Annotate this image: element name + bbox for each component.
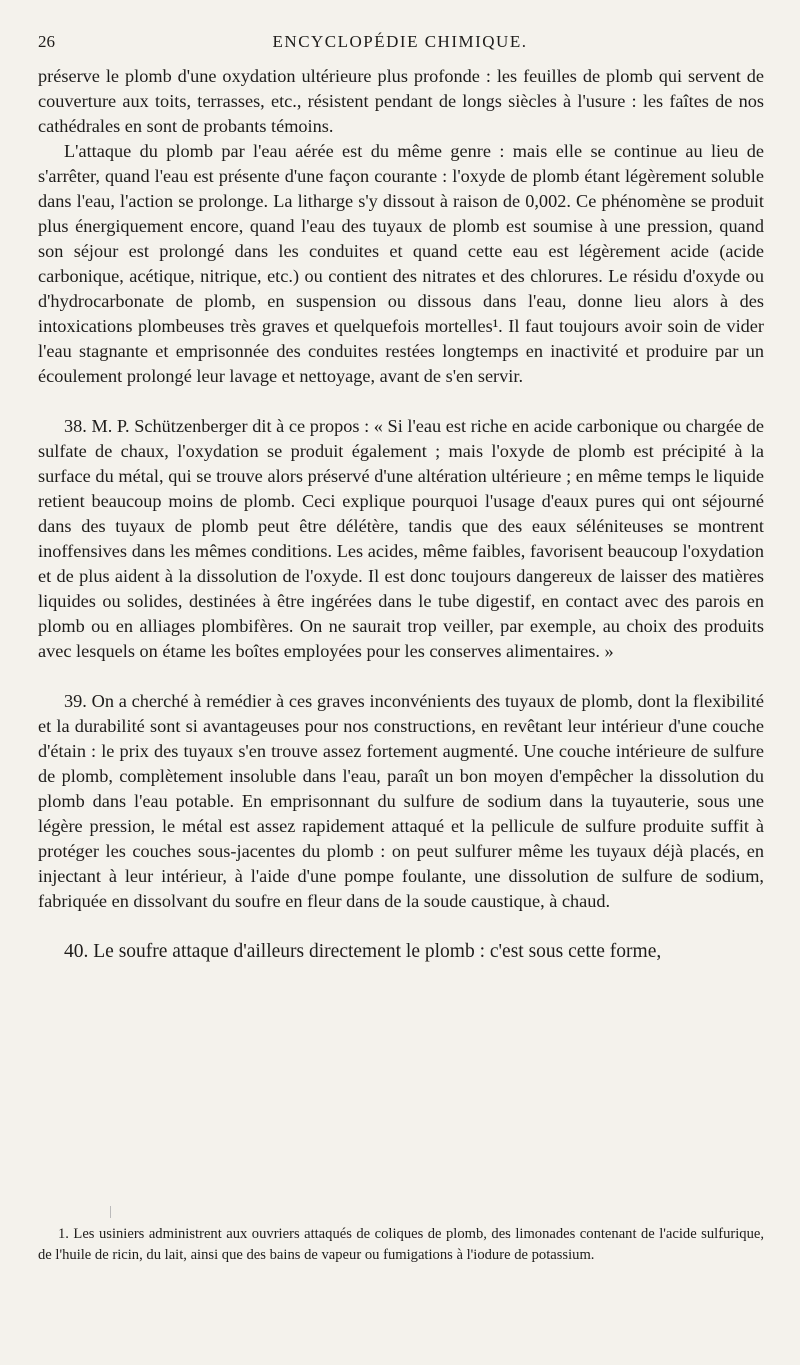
paragraph-continuation: préserve le plomb d'une oxydation ultérieure plus profonde : les feuilles de plomb qui servent de couverture aux toits, terrasses, etc., résistent pendant de longs siècles à l'usure : les faîtes de nos cathédrales en sont de probants témoins. xyxy=(38,66,764,136)
paragraph-38: 38. M. P. Schützenberger dit à ce propos : « Si l'eau est riche en acide carbonique ou chargée de sulfate de chaux, l'oxydation se produit également ; mais l'oxyde de plomb est précipité à la surface du métal, qui se trouve alors préservé d'une altération ultérieure ; en même temps le liquide retient beaucoup moins de plomb. Ceci explique pourquoi l'usage d'eaux pures qui ont séjourné dans des tuyaux de plomb peut être délétère, tandis que des eaux séléniteuses se montrent inoffensives dans les mêmes conditions. Les acides, même faibles, favorisent beaucoup l'oxydation et de plus aident à la dissolution de l'oxyde. Il est donc toujours dangereux de laisser des matières liquides ou solides, destinées à être ingérées dans le tube digestif, en contact avec des parois en plomb ou en alliages plombifères. On ne saurait trop veiller, par exemple, au choix des produits avec lesquels on étame les boîtes employées pour les conserves alimentaires. » xyxy=(38,416,764,661)
paragraph-39: 39. On a cherché à remédier à ces graves inconvénients des tuyaux de plomb, dont la flexibilité et la durabilité sont si avantageuses pour nos constructions, en revêtant leur intérieur d'une couche d'étain : le prix des tuyaux s'en trouve assez fortement augmenté. Une couche intérieure de sulfure de plomb, complètement insoluble dans l'eau, paraît un bon moyen d'empêcher la dissolution du plomb dans l'eau potable. En emprisonnant du sulfure de sodium dans la tuyauterie, sous une légère pression, le métal est assez rapidement attaqué et la pellicule de sulfure produite suffit à protéger les couches sous-jacentes du plomb : on peut sulfurer même les tuyaux déjà placés, en injectant à leur intérieur, à l'aide d'une pompe foulante, une dissolution de sulfure de sodium, fabriquée en dissolvant du soufre en fleur dans de la soude caustique, à chaud. xyxy=(38,691,764,911)
paragraph-lead-attack: L'attaque du plomb par l'eau aérée est du même genre : mais elle se continue au lieu de s'arrêter, quand l'eau est présente d'une façon courante : l'oxyde de plomb étant légèrement soluble dans l'eau, l'action se prolonge. La litharge s'y dissout à raison de 0,002. Ce phénomène se produit plus énergiquement encore, quand l'eau des tuyaux de plomb est soumise à une pression, quand son séjour est prolongé dans les conduites et quand cette eau est légèrement acide (acide carbonique, acétique, nitrique, etc.) ou contient des nitrates et des chlorures. Le résidu d'oxyde ou d'hydrocarbonate de plomb, en suspension ou dissous dans l'eau, donne lieu alors à des intoxications plombeuses très graves et quelquefois mortelles¹. Il faut toujours avoir soin de vider l'eau stagnante et emprisonnée des conduites restées longtemps en inactivité et produire par un écoulement prolongé leur lavage et nettoyage, avant de s'en servir. xyxy=(38,141,764,386)
paragraph-gap xyxy=(38,389,764,414)
paragraph-gap xyxy=(38,664,764,689)
page-number: 26 xyxy=(38,32,55,51)
footnote-mark xyxy=(110,1206,111,1218)
running-title: ENCYCLOPÉDIE CHIMIQUE. xyxy=(272,32,528,51)
paragraph-40: 40. Le soufre attaque d'ailleurs directement le plomb : c'est sous cette forme, xyxy=(64,941,662,962)
footnote-text: 1. Les usiniers administrent aux ouvriers attaqués de coliques de plomb, des limonades contenant de l'acide sulfurique, de l'huile de ricin, du lait, ainsi que des bains de vapeur ou fumigations à l'iodure de potassium. xyxy=(38,1226,764,1263)
paragraph-gap xyxy=(38,914,764,939)
page-header xyxy=(38,32,762,58)
footnote xyxy=(38,1224,764,1266)
body-text xyxy=(38,64,764,964)
